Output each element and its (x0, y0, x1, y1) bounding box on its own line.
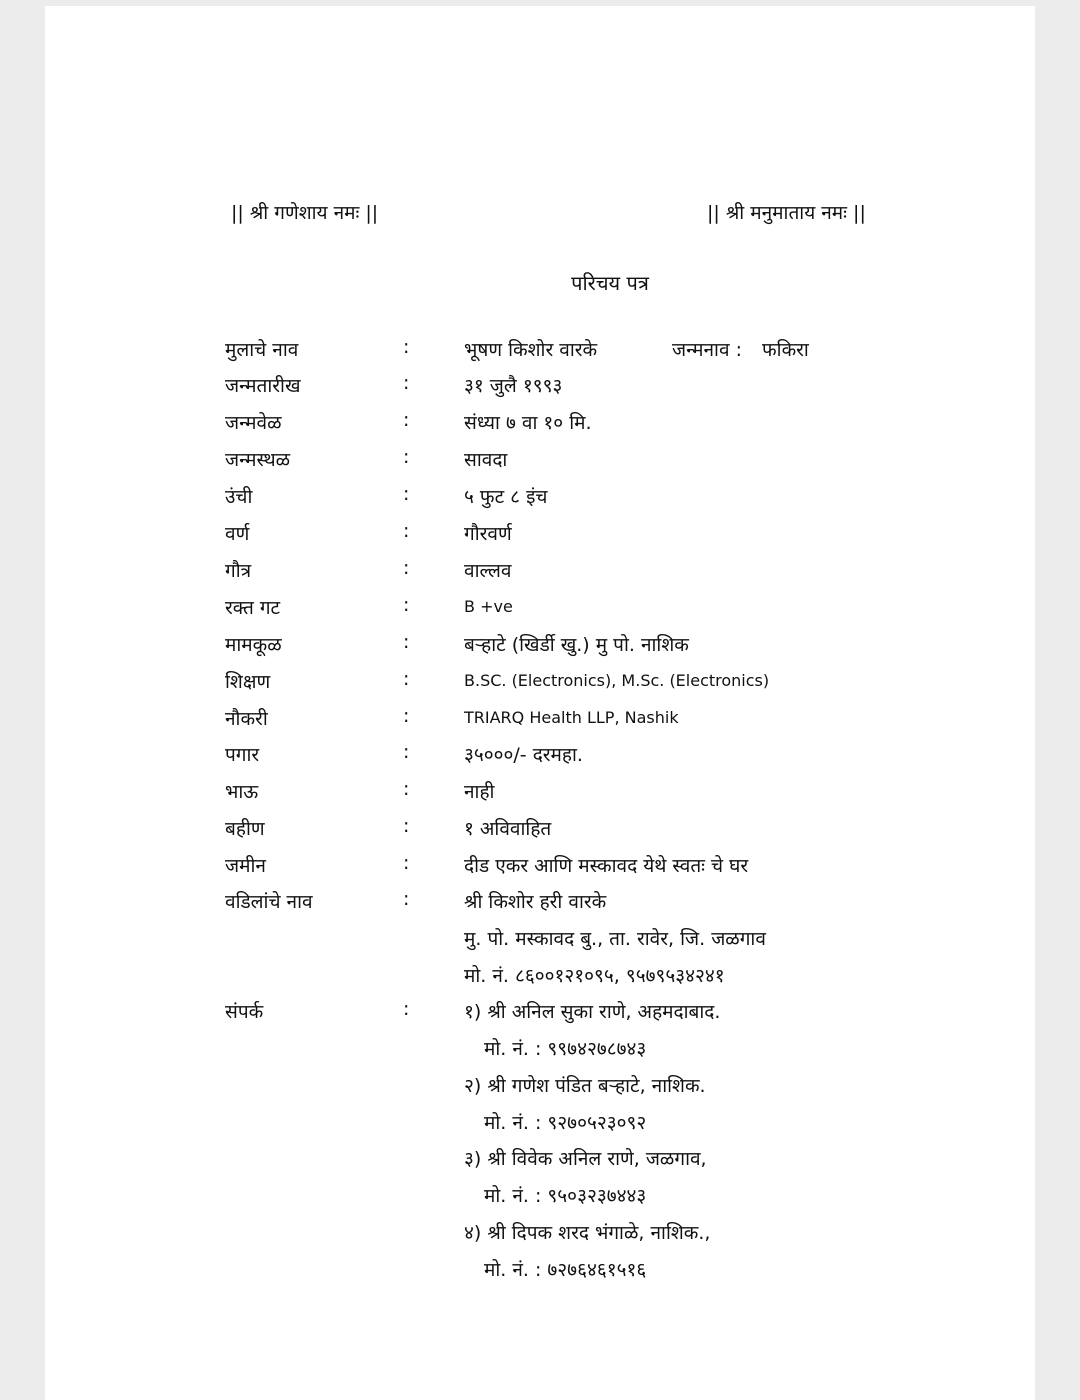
contact-3-name: ३) श्री विवेक अनिल राणे, जळगाव, (464, 1148, 707, 1170)
field-label: बहीण (225, 818, 265, 840)
father-name: श्री किशोर हरी वारके (464, 891, 607, 913)
field-value: ५ फुट ८ इंच (464, 486, 548, 508)
document-title: परिचय पत्र (571, 271, 649, 295)
field-extra-label: जन्मनाव : (672, 339, 742, 361)
field-value: गौरवर्ण (464, 523, 512, 545)
contact-2-name: २) श्री गणेश पंडित बऱ्हाटे, नाशिक. (464, 1075, 706, 1097)
field-row-name (45, 336, 1035, 373)
field-row-complexion (45, 520, 1035, 557)
field-value: B +ve (464, 597, 513, 616)
field-label: जन्मतारीख (225, 375, 301, 397)
field-label: वर्ण (225, 523, 250, 545)
field-separator: : (403, 888, 410, 910)
field-label: नौकरी (225, 708, 268, 730)
field-label: वडिलांचे नाव (225, 891, 313, 913)
field-row-education (45, 668, 1035, 705)
field-separator: : (403, 557, 410, 579)
field-value: ३१ जुलै १९९३ (464, 375, 563, 397)
contact-4-phone: मो. नं. : ७२७६४६१५१६ (484, 1259, 647, 1281)
field-value: नाही (464, 781, 495, 803)
document-page (45, 6, 1035, 1400)
invocation-manumata: || श्री मनुमाताय नमः || (707, 202, 866, 224)
field-value: भूषण किशोर वारके (464, 339, 598, 361)
field-value: बऱ्हाटे (खिर्डी खु.) मु पो. नाशिक (464, 634, 689, 656)
field-value: B.SC. (Electronics), M.Sc. (Electronics) (464, 671, 770, 690)
field-separator: : (403, 852, 410, 874)
field-label: भाऊ (225, 781, 259, 803)
field-row-blood-group (45, 594, 1035, 631)
contact-1-name: १) श्री अनिल सुका राणे, अहमदाबाद. (464, 1001, 721, 1023)
field-separator: : (403, 705, 410, 727)
field-separator: : (403, 741, 410, 763)
field-label: पगार (225, 744, 260, 766)
field-separator: : (403, 815, 410, 837)
field-separator: : (403, 998, 410, 1020)
field-separator: : (403, 668, 410, 690)
field-row-brother (45, 778, 1035, 815)
field-separator: : (403, 520, 410, 542)
field-value: TRIARQ Health LLP, Nashik (464, 708, 679, 727)
field-label: जमीन (225, 855, 266, 877)
field-row-salary (45, 741, 1035, 778)
field-row-birth-date (45, 372, 1035, 409)
field-label: मुलाचे नाव (225, 339, 299, 361)
field-label: रक्त गट (225, 597, 281, 619)
field-row-job (45, 705, 1035, 742)
father-address: मु. पो. मस्कावद बु., ता. रावेर, जि. जळगाव (464, 928, 766, 950)
invocation-ganesh: || श्री गणेशाय नमः || (231, 202, 379, 224)
contact-2-phone: मो. नं. : ९२७०५२३०९२ (484, 1112, 647, 1134)
field-label: शिक्षण (225, 671, 271, 693)
field-row-birth-place (45, 446, 1035, 483)
field-separator: : (403, 631, 410, 653)
field-extra-value: फकिरा (762, 339, 809, 361)
field-value: ३५०००/- दरमहा. (464, 744, 583, 766)
field-value: दीड एकर आणि मस्कावद येथे स्वतः चे घर (464, 855, 749, 877)
field-row-maternal-family (45, 631, 1035, 668)
field-separator: : (403, 483, 410, 505)
field-label: संपर्क (225, 1001, 264, 1023)
contact-3-phone: मो. नं. : ९५०३२३७४४३ (484, 1185, 647, 1207)
field-separator: : (403, 372, 410, 394)
field-row-gotra (45, 557, 1035, 594)
contact-1-phone: मो. नं. : ९९७४२७८७४३ (484, 1038, 647, 1060)
field-value: सावदा (464, 449, 508, 471)
field-label: गौत्र (225, 560, 252, 582)
field-row-contact (45, 998, 1035, 1035)
field-value: वाल्लव (464, 560, 512, 582)
field-value: १ अविवाहित (464, 818, 552, 840)
field-separator: : (403, 336, 410, 358)
field-label: उंची (225, 486, 253, 508)
field-separator: : (403, 409, 410, 431)
field-value: संध्या ७ वा १० मि. (464, 412, 592, 434)
field-row-sister (45, 815, 1035, 852)
field-separator: : (403, 446, 410, 468)
field-separator: : (403, 594, 410, 616)
contact-4-name: ४) श्री दिपक शरद भंगाळे, नाशिक., (464, 1222, 711, 1244)
field-label: जन्मवेळ (225, 412, 282, 434)
field-row-father (45, 888, 1035, 925)
field-separator: : (403, 778, 410, 800)
field-row-birth-time (45, 409, 1035, 446)
father-phone: मो. नं. ८६००१२१०९५, ९५७९५३४२४१ (464, 965, 725, 987)
field-row-height (45, 483, 1035, 520)
field-label: जन्मस्थळ (225, 449, 291, 471)
field-row-land (45, 852, 1035, 889)
field-label: मामकूळ (225, 634, 282, 656)
